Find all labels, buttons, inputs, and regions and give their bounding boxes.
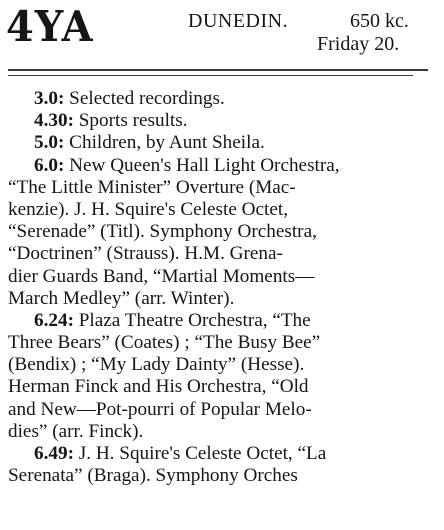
programme-line bbox=[8, 132, 444, 154]
programme-time: 3.0: bbox=[34, 88, 65, 109]
programme-time: 6.24: bbox=[34, 309, 74, 331]
programme-text: and New—Pot-pourri of Popular Melo- bbox=[8, 398, 312, 420]
programme-text: Selected recordings. bbox=[64, 88, 225, 109]
programme-line bbox=[8, 221, 444, 243]
programme-time: 5.0: bbox=[34, 132, 65, 154]
programme-line bbox=[8, 266, 444, 288]
programme-text: Children, by Aunt Sheila. bbox=[64, 132, 265, 154]
programme-line bbox=[8, 110, 444, 132]
programme-text: dies” (arr. Finck). bbox=[8, 420, 144, 442]
programme-line bbox=[8, 465, 444, 487]
programme-line bbox=[8, 288, 444, 310]
programme-text: Herman Finck and His Orchestra, “Old bbox=[8, 376, 309, 398]
programme-text: March Medley” (arr. Winter). bbox=[8, 287, 235, 309]
programme-text: kenzie). J. H. Squire's Celeste Octet, bbox=[8, 198, 288, 220]
programme-text: Serenata” (Braga). Symphony Orches bbox=[8, 465, 298, 487]
programme-text: (Bendix) ; “My Lady Dainty” (Hesse). bbox=[8, 354, 305, 376]
programme-line bbox=[8, 310, 444, 332]
station-call-sign: 4YA bbox=[6, 2, 94, 51]
programme-text: Sports results. bbox=[73, 110, 188, 132]
programme-line bbox=[8, 243, 444, 265]
programme-line bbox=[8, 421, 444, 443]
station-city: DUNEDIN. bbox=[188, 10, 289, 32]
programme-text: Three Bears” (Coates) ; “The Busy Bee” bbox=[8, 332, 321, 354]
programme-line bbox=[8, 376, 444, 398]
station-frequency: 650 kc. bbox=[350, 10, 409, 32]
programme-line bbox=[8, 354, 444, 376]
programme-line bbox=[8, 399, 444, 421]
programme-time: 6.49: bbox=[34, 443, 74, 464]
programme-text: dier Guards Band, “Martial Moments— bbox=[8, 265, 315, 287]
programme-text: “Doctrinen” (Strauss). H.M. Grena- bbox=[8, 243, 283, 265]
programme-line bbox=[8, 332, 444, 354]
programme-text: “Serenade” (Titl). Symphony Orchestra, bbox=[8, 221, 317, 243]
broadcast-day: Friday 20. bbox=[317, 33, 400, 55]
programme-text: Plaza Theatre Orchestra, “The bbox=[73, 309, 311, 331]
header-divider bbox=[8, 69, 428, 71]
programme-line bbox=[8, 199, 444, 221]
programme-text: New Queen's Hall Light Orchestra, bbox=[64, 154, 340, 176]
programme-text: “The Little Minister” Overture (Mac- bbox=[8, 176, 296, 198]
programme-listing bbox=[8, 88, 444, 487]
programme-line bbox=[8, 155, 444, 177]
programme-time: 6.0: bbox=[34, 154, 65, 176]
programme-line bbox=[8, 88, 444, 110]
programme-line bbox=[8, 177, 444, 199]
header-divider-thin bbox=[8, 75, 413, 76]
programme-line bbox=[8, 443, 444, 465]
programme-text: J. H. Squire's Celeste Octet, “La bbox=[73, 443, 327, 464]
programme-time: 4.30: bbox=[34, 110, 74, 132]
